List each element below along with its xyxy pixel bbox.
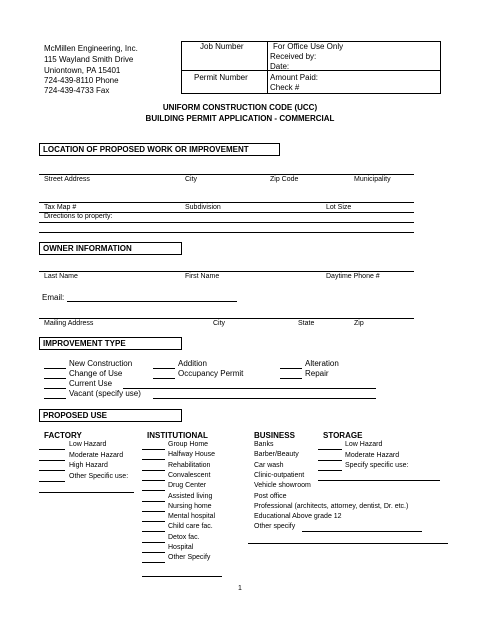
- addition-label: Addition: [178, 359, 207, 368]
- current-use-field[interactable]: [123, 388, 376, 389]
- new-construction-checkbox[interactable]: [44, 368, 66, 369]
- institutional-item-checkbox[interactable]: [142, 511, 165, 512]
- vacant-label: Vacant (specify use): [69, 389, 141, 398]
- owner-zip-label: Zip: [354, 320, 364, 327]
- directions-line[interactable]: [39, 222, 414, 223]
- company-address-line1: 115 Wayland Smith Drive: [44, 55, 134, 64]
- date-label: Date:: [270, 62, 290, 71]
- business-item-label: Educational Above grade 12: [254, 513, 342, 521]
- institutional-item-label: Assisted living: [168, 492, 213, 500]
- form-title-line1: UNIFORM CONSTRUCTION CODE (UCC): [162, 103, 318, 112]
- owner-city-label: City: [213, 320, 226, 327]
- institutional-item-label: Rehabilitation: [168, 461, 211, 469]
- table-divider: [267, 41, 268, 94]
- company-fax: 724-439-4733 Fax: [44, 86, 110, 95]
- table-row-divider-right: [267, 70, 441, 71]
- institutional-item-label: Hospital: [168, 544, 194, 551]
- repair-checkbox[interactable]: [280, 378, 302, 379]
- form-title-line2: BUILDING PERMIT APPLICATION - COMMERCIAL: [145, 114, 335, 123]
- company-phone: 724-439-8110 Phone: [44, 76, 119, 85]
- storage-specific-field[interactable]: [318, 480, 440, 481]
- factory-title: FACTORY: [44, 431, 82, 440]
- addition-checkbox[interactable]: [153, 368, 175, 369]
- institutional-item-checkbox[interactable]: [142, 562, 165, 563]
- storage-title: STORAGE: [323, 431, 363, 440]
- company-name: McMillen Engineering, Inc.: [44, 44, 138, 53]
- institutional-item-label: Nursing home: [168, 502, 212, 510]
- business-other-field-2[interactable]: [248, 543, 448, 544]
- business-item-label: Post office: [254, 492, 287, 500]
- municipality-label: Municipality: [354, 176, 391, 183]
- change-of-use-checkbox[interactable]: [44, 378, 66, 379]
- institutional-item-checkbox[interactable]: [142, 552, 165, 553]
- street-address-line[interactable]: [39, 174, 414, 175]
- institutional-item-label: Detox fac.: [168, 533, 200, 541]
- business-other-field[interactable]: [302, 531, 422, 532]
- subdivision-label: Subdivision: [185, 204, 221, 211]
- tax-map-label: Tax Map #: [44, 204, 77, 211]
- storage-item-checkbox[interactable]: [318, 460, 342, 461]
- mailing-address-label: Mailing Address: [44, 320, 94, 327]
- amount-paid-label: Amount Paid:: [270, 73, 319, 82]
- permit-number-label: Permit Number: [194, 73, 248, 82]
- institutional-item-checkbox[interactable]: [142, 531, 165, 532]
- factory-item-label: High Hazard: [69, 462, 108, 469]
- alteration-checkbox[interactable]: [280, 368, 302, 369]
- business-item-label: Other specify: [254, 523, 296, 531]
- business-item-label: Vehicle showroom: [254, 482, 311, 490]
- email-field[interactable]: [67, 301, 237, 302]
- business-item-label: Barber/Beauty: [254, 451, 299, 459]
- daytime-phone-label: Daytime Phone #: [326, 273, 380, 280]
- name-line[interactable]: [39, 271, 414, 272]
- last-name-label: Last Name: [44, 273, 78, 280]
- page-number: 1: [238, 585, 242, 592]
- factory-item-checkbox[interactable]: [39, 470, 65, 471]
- storage-item-checkbox[interactable]: [318, 470, 342, 471]
- improvement-header: IMPROVEMENT TYPE: [43, 339, 126, 348]
- table-row-divider: [181, 70, 267, 71]
- storage-item-checkbox[interactable]: [318, 449, 342, 450]
- business-item-label: Banks: [254, 441, 274, 448]
- institutional-item-checkbox[interactable]: [142, 490, 165, 491]
- institutional-item-label: Mental hospital: [168, 513, 216, 521]
- tax-map-line[interactable]: [39, 202, 414, 203]
- business-item-label: Clinic-outpatient: [254, 471, 305, 479]
- institutional-item-checkbox[interactable]: [142, 521, 165, 522]
- institutional-item-checkbox[interactable]: [142, 459, 165, 460]
- institutional-item-label: Group Home: [168, 441, 209, 448]
- vacant-use-field[interactable]: [153, 398, 376, 399]
- institutional-item-checkbox[interactable]: [142, 480, 165, 481]
- factory-other-field[interactable]: [39, 492, 134, 493]
- institutional-item-label: Convalescent: [168, 471, 211, 479]
- institutional-item-label: Drug Center: [168, 482, 207, 490]
- business-title: BUSINESS: [254, 431, 295, 440]
- storage-item-label: Moderate Hazard: [345, 451, 400, 459]
- lot-size-label: Lot Size: [326, 204, 352, 211]
- factory-item-checkbox[interactable]: [39, 449, 65, 450]
- storage-item-label: Specify specific use:: [345, 462, 409, 469]
- current-use-checkbox[interactable]: [44, 388, 66, 389]
- mailing-address-line[interactable]: [39, 318, 414, 319]
- occupancy-permit-label: Occupancy Permit: [178, 369, 244, 378]
- factory-item-label: Low Hazard: [69, 441, 107, 448]
- city-label: City: [185, 176, 198, 183]
- directions-line-2[interactable]: [39, 232, 414, 233]
- email-label: Email:: [42, 293, 65, 302]
- change-of-use-label: Change of Use: [69, 369, 123, 378]
- institutional-item-label: Child care fac.: [168, 523, 213, 531]
- storage-item-label: Low Hazard: [345, 441, 383, 448]
- business-item-label: Professional (architects, attorney, dentist, Dr. etc.): [254, 502, 409, 510]
- location-header: LOCATION OF PROPOSED WORK OR IMPROVEMENT: [43, 145, 249, 154]
- vacant-checkbox[interactable]: [44, 398, 66, 399]
- zip-code-label: Zip Code: [270, 176, 299, 183]
- institutional-other-field[interactable]: [142, 576, 222, 577]
- street-address-label: Street Address: [44, 176, 90, 183]
- institutional-title: INSTITUTIONAL: [147, 431, 208, 440]
- repair-label: Repair: [305, 369, 329, 378]
- institutional-item-checkbox[interactable]: [142, 542, 165, 543]
- directions-label: Directions to property:: [44, 213, 113, 220]
- institutional-item-label: Other Specify: [168, 554, 211, 562]
- alteration-label: Alteration: [305, 359, 339, 368]
- institutional-item-label: Halfway House: [168, 451, 216, 459]
- check-label: Check #: [270, 83, 300, 92]
- factory-item-checkbox[interactable]: [39, 481, 65, 482]
- received-by-label: Received by:: [270, 52, 317, 61]
- owner-state-label: State: [298, 320, 315, 327]
- factory-item-checkbox[interactable]: [39, 460, 65, 461]
- factory-item-label: Moderate Hazard: [69, 451, 124, 459]
- factory-item-label: Other Specific use:: [69, 472, 129, 480]
- business-item-label: Car wash: [254, 461, 284, 469]
- first-name-label: First Name: [185, 273, 220, 280]
- institutional-item-checkbox[interactable]: [142, 501, 165, 502]
- job-number-label: Job Number: [200, 42, 244, 51]
- institutional-item-checkbox[interactable]: [142, 449, 165, 450]
- current-use-label: Current Use: [69, 379, 113, 388]
- office-use-label: For Office Use Only: [273, 42, 344, 51]
- new-construction-label: New Construction: [69, 359, 133, 368]
- occupancy-permit-checkbox[interactable]: [153, 378, 175, 379]
- company-address-line2: Uniontown, PA 15401: [44, 66, 121, 75]
- owner-header: OWNER INFORMATION: [43, 244, 132, 253]
- proposed-header: PROPOSED USE: [43, 411, 108, 420]
- institutional-item-checkbox[interactable]: [142, 470, 165, 471]
